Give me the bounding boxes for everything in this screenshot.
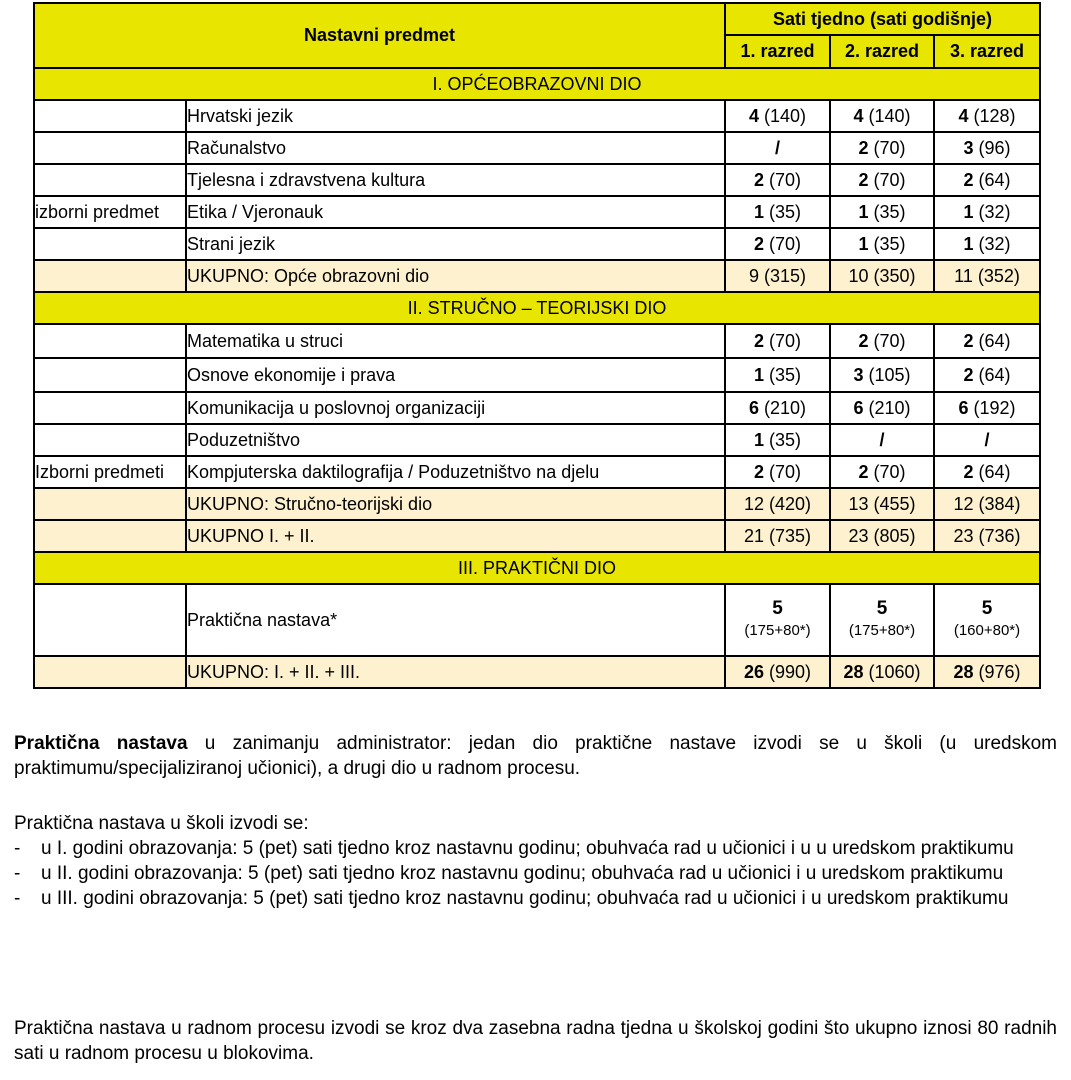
row-subject: Osnove ekonomije i prava	[186, 358, 725, 392]
row-note	[34, 164, 186, 196]
table-row	[34, 456, 1040, 488]
row-cell: 2 (64)	[934, 358, 1040, 392]
row-cell: 6 (210)	[830, 392, 934, 424]
row-cell: /	[725, 132, 830, 164]
row-cell: 2 (70)	[830, 324, 934, 358]
row-cell: 1 (35)	[725, 196, 830, 228]
row-note	[34, 656, 186, 688]
row-note	[34, 324, 186, 358]
row-subject: Strani jezik	[186, 228, 725, 260]
list-intro: Praktična nastava u školi izvodi se:	[14, 813, 309, 834]
total-row	[34, 260, 1040, 292]
paragraph-work-process	[14, 1016, 1057, 1066]
total-label: UKUPNO I. + II.	[186, 520, 725, 552]
row-cell: 4 (140)	[725, 100, 830, 132]
total-label: UKUPNO: I. + II. + III.	[186, 656, 725, 688]
total-cell: 12 (420)	[725, 488, 830, 520]
total-cell: 28 (976)	[934, 656, 1040, 688]
row-subject: Praktična nastava*	[186, 584, 725, 656]
row-subject: Etika / Vjeronauk	[186, 196, 725, 228]
row-cell: 2 (64)	[934, 164, 1040, 196]
row-cell: 2 (70)	[725, 456, 830, 488]
total-label: UKUPNO: Stručno-teorijski dio	[186, 488, 725, 520]
row-cell: 2 (70)	[830, 456, 934, 488]
section-title: II. STRUČNO – TEORIJSKI DIO	[34, 292, 1040, 324]
total-cell: 26 (990)	[725, 656, 830, 688]
row-note	[34, 584, 186, 656]
school-practice-block	[14, 811, 1057, 911]
total-row	[34, 488, 1040, 520]
table-row	[34, 358, 1040, 392]
row-subject: Tjelesna i zdravstvena kultura	[186, 164, 725, 196]
row-cell: 2 (70)	[725, 228, 830, 260]
paragraph-text: u zanimanju administrator: jedan dio praktične nastave izvodi se u školi (u uredskom praktimumu/specijaliziranoj učionici), a drugi dio u radnom procesu.	[14, 733, 1057, 779]
row-cell: 1 (35)	[830, 228, 934, 260]
year-list	[14, 836, 1057, 911]
row-cell: 1 (35)	[725, 358, 830, 392]
row-subject: Računalstvo	[186, 132, 725, 164]
row-note	[34, 132, 186, 164]
row-note	[34, 228, 186, 260]
table-row	[34, 132, 1040, 164]
row-subject: Kompjuterska daktilografija / Poduzetništvo na djelu	[186, 456, 725, 488]
row-note	[34, 392, 186, 424]
section-title: I. OPĆEOBRAZOVNI DIO	[34, 68, 1040, 100]
row-subject: Poduzetništvo	[186, 424, 725, 456]
table-row	[34, 584, 1040, 656]
table-row	[34, 392, 1040, 424]
row-cell: /	[830, 424, 934, 456]
row-cell: 2 (64)	[934, 324, 1040, 358]
row-cell: 2 (70)	[725, 324, 830, 358]
row-cell: 4 (140)	[830, 100, 934, 132]
row-cell: 1 (32)	[934, 228, 1040, 260]
total-cell: 13 (455)	[830, 488, 934, 520]
row-cell: 2 (64)	[934, 456, 1040, 488]
row-cell: 6 (210)	[725, 392, 830, 424]
header-grade-1: 1. razred	[725, 35, 830, 68]
row-note	[34, 358, 186, 392]
list-item: - u I. godini obrazovanja: 5 (pet) sati tjedno kroz nastavnu godinu; obuhvaća rad u učionici i u u uredskom praktikumu	[14, 838, 1014, 859]
total-cell: 23 (736)	[934, 520, 1040, 552]
row-note	[34, 488, 186, 520]
total-cell: 12 (384)	[934, 488, 1040, 520]
row-note	[34, 424, 186, 456]
row-cell: 2 (70)	[725, 164, 830, 196]
row-note	[34, 520, 186, 552]
row-cell: 1 (35)	[725, 424, 830, 456]
row-cell: 2 (70)	[830, 164, 934, 196]
curriculum-table	[33, 2, 1041, 689]
table-row	[34, 424, 1040, 456]
paragraph-bold-lead: Praktična nastava	[14, 733, 188, 754]
total-cell: 23 (805)	[830, 520, 934, 552]
row-note	[34, 260, 186, 292]
row-cell: 1 (35)	[830, 196, 934, 228]
row-cell: 6 (192)	[934, 392, 1040, 424]
list-item: - u II. godini obrazovanja: 5 (pet) sati tjedno kroz nastavnu godinu; obuhvaća rad u učionici i u uredskom praktikumu	[14, 863, 1004, 884]
total-label: UKUPNO: Opće obrazovni dio	[186, 260, 725, 292]
header-grade-3: 3. razred	[934, 35, 1040, 68]
total-cell: 10 (350)	[830, 260, 934, 292]
row-cell: 2 (70)	[830, 132, 934, 164]
row-cell: 5 (160+80*)	[934, 584, 1040, 656]
row-cell: 3 (105)	[830, 358, 934, 392]
row-note: izborni predmet	[34, 196, 186, 228]
total-row	[34, 520, 1040, 552]
table-row	[34, 196, 1040, 228]
total-cell: 28 (1060)	[830, 656, 934, 688]
table-row	[34, 324, 1040, 358]
row-cell: 4 (128)	[934, 100, 1040, 132]
total-cell: 11 (352)	[934, 260, 1040, 292]
section-title: III. PRAKTIČNI DIO	[34, 552, 1040, 584]
row-subject: Komunikacija u poslovnoj organizaciji	[186, 392, 725, 424]
row-cell: 5 (175+80*)	[830, 584, 934, 656]
header-grade-2: 2. razred	[830, 35, 934, 68]
row-cell: 1 (32)	[934, 196, 1040, 228]
total-cell: 21 (735)	[725, 520, 830, 552]
row-subject: Matematika u struci	[186, 324, 725, 358]
header-subject: Nastavni predmet	[34, 3, 725, 68]
total-cell: 9 (315)	[725, 260, 830, 292]
list-item: - u III. godini obrazovanja: 5 (pet) sati tjedno kroz nastavnu godinu; obuhvaća rad u učionici i u uredskom praktikumu	[14, 888, 1009, 909]
table-row	[34, 100, 1040, 132]
row-subject: Hrvatski jezik	[186, 100, 725, 132]
paragraph-practical	[14, 731, 1057, 781]
row-note: Izborni predmeti	[34, 456, 186, 488]
table-row	[34, 228, 1040, 260]
row-cell: /	[934, 424, 1040, 456]
table-row	[34, 164, 1040, 196]
row-cell: 3 (96)	[934, 132, 1040, 164]
row-cell: 5 (175+80*)	[725, 584, 830, 656]
header-hours-title: Sati tjedno (sati godišnje)	[725, 3, 1040, 35]
paragraph-text: Praktična nastava u radnom procesu izvodi se kroz dva zasebna radna tjedna u školskoj godini što ukupno iznosi 80 radnih sati u radnom procesu u blokovima.	[14, 1018, 1057, 1064]
row-note	[34, 100, 186, 132]
total-row	[34, 656, 1040, 688]
